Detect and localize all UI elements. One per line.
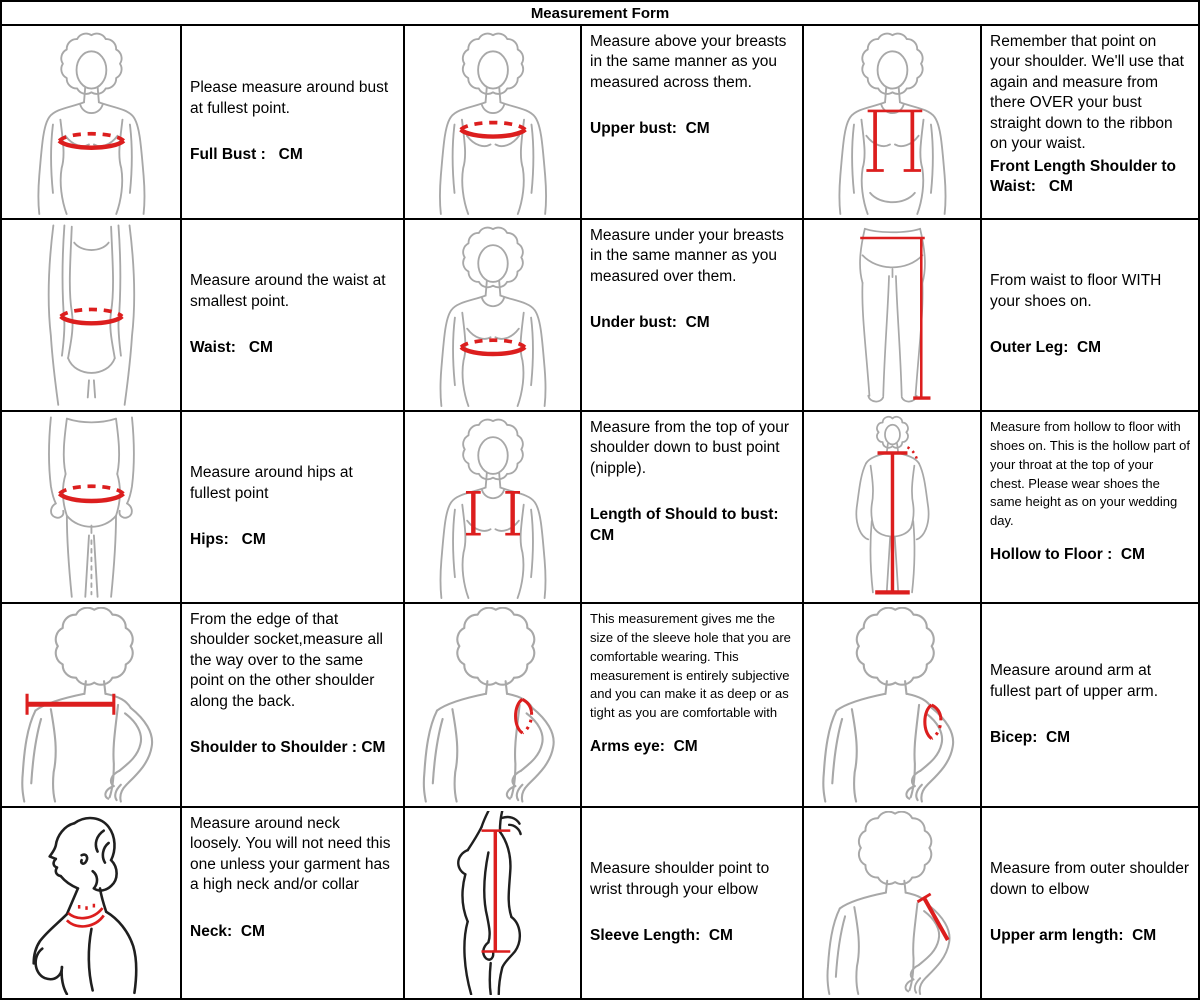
measurement-bicep (982, 604, 1198, 806)
figure-cell (804, 26, 980, 218)
arms-eye-figure (409, 607, 577, 803)
full-bust-figure (6, 29, 177, 215)
shoulder-to-shoulder-figure (6, 607, 177, 803)
measurement-label: Hips: CM (190, 531, 266, 549)
measurement-desc: Measure shoulder point to wrist through your elbow (590, 860, 774, 898)
measurement-desc: This measurement gives me the size of the sleeve hole that you are comfortable wearing. This measurement is entirely subjective and you can make it as deep or as tight as you are comfortable with (590, 611, 795, 721)
measurement-arms-eye (582, 604, 802, 806)
measurement-full-bust (182, 26, 403, 218)
measurement-label: Under bust: CM (590, 314, 710, 332)
shoulder-to-bust-figure (409, 415, 577, 599)
figure-cell (405, 26, 580, 218)
measurement-label: Shoulder to Shoulder : CM (190, 739, 386, 757)
measurement-neck (182, 808, 403, 998)
measurement-desc: Remember that point on your shoulder. We'll use that again and measure from there OVER your bust straight down to the ribbon on your waist. (990, 33, 1189, 153)
measurement-label: Upper bust: CM (590, 120, 710, 138)
measurement-desc: Please measure around bust at fullest point. (190, 79, 393, 117)
measurement-label: Neck: CM (190, 922, 265, 940)
measurement-hips (182, 412, 403, 602)
measurement-desc: Measure from hollow to floor with shoes on. This is the hollow part of your throat at the top of your chest. Please wear shoes the same height as on your wedding day. (990, 419, 1194, 529)
figure-cell (2, 412, 180, 602)
figure-cell (405, 220, 580, 410)
form-title: Measurement Form (2, 2, 1198, 24)
measurement-desc: From the edge of that shoulder socket,measure all the way over to the same point on the other shoulder along the back. (190, 611, 388, 710)
upper-bust-figure (409, 29, 577, 215)
figure-cell (2, 604, 180, 806)
measurement-label: Waist: CM (190, 339, 273, 357)
measurement-label: Arms eye: CM (590, 738, 698, 756)
neck-figure (6, 811, 177, 995)
under-bust-figure (409, 223, 577, 407)
measurement-desc: Measure around arm at fullest part of upper arm. (990, 662, 1158, 700)
measurement-desc: Measure from outer shoulder down to elbow (990, 860, 1194, 898)
figure-cell (2, 808, 180, 998)
measurement-sleeve-length (582, 808, 802, 998)
measurement-front-length (982, 26, 1198, 218)
sleeve-length-figure (409, 811, 577, 995)
figure-cell (804, 808, 980, 998)
measurement-label: Outer Leg: CM (990, 339, 1102, 357)
measurement-label: Upper arm length: CM (990, 927, 1157, 945)
measurement-desc: Measure under your breasts in the same manner as you measured over them. (590, 227, 789, 285)
measurement-shoulder-to-shoulder (182, 604, 403, 806)
hips-figure (6, 415, 177, 599)
figure-cell (804, 412, 980, 602)
front-length-shoulder-to-waist-figure (808, 29, 977, 215)
figure-cell (405, 412, 580, 602)
upper-arm-length-figure (808, 811, 977, 995)
measurement-outer-leg (982, 220, 1198, 410)
measurement-waist (182, 220, 403, 410)
measurement-desc: Measure around the waist at smallest point. (190, 272, 390, 310)
measurement-grid (2, 2, 1198, 998)
measurement-desc: Measure around hips at fullest point (190, 464, 358, 502)
figure-cell (2, 26, 180, 218)
figure-cell (405, 808, 580, 998)
outer-leg-figure (808, 223, 977, 407)
measurement-label: Front Length Shoulder to Waist: CM (990, 157, 1181, 196)
measurement-label: Bicep: CM (990, 729, 1071, 747)
measurement-desc: From waist to floor WITH your shoes on. (990, 272, 1166, 310)
figure-cell (804, 604, 980, 806)
figure-cell (405, 604, 580, 806)
measurement-under-bust (582, 220, 802, 410)
measurement-label: Sleeve Length: CM (590, 927, 733, 945)
hollow-to-floor-figure (808, 415, 977, 599)
measurement-upper-bust (582, 26, 802, 218)
figure-cell (804, 220, 980, 410)
bicep-figure (808, 607, 977, 803)
figure-cell (2, 220, 180, 410)
measurement-upper-arm-length (982, 808, 1198, 998)
measurement-desc: Measure around neck loosely. You will not need this one unless your garment has a high neck and/or collar (190, 815, 395, 894)
measurement-label: Hollow to Floor : CM (990, 546, 1145, 564)
waist-figure (6, 223, 177, 407)
measurement-label: Length of Should to bust: CM (590, 506, 788, 544)
measurement-desc: Measure above your breasts in the same manner as you measured across them. (590, 33, 791, 91)
measurement-desc: Measure from the top of your shoulder down to bust point (nipple). (590, 419, 794, 477)
measurement-shoulder-to-bust (582, 412, 802, 602)
measurement-hollow-to-floor (982, 412, 1198, 602)
measurement-label: Full Bust : CM (190, 146, 303, 164)
